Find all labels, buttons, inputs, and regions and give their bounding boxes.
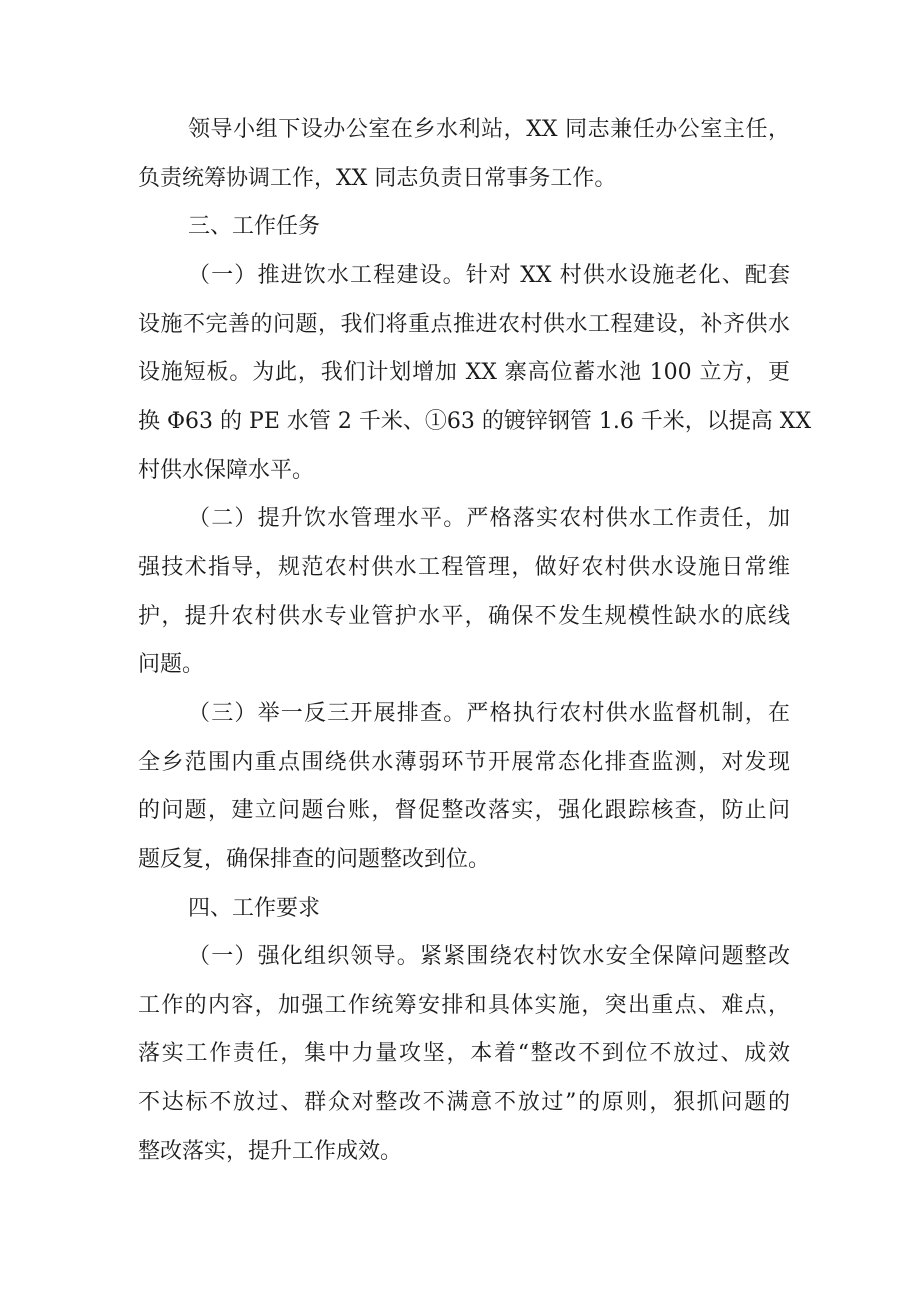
section-heading-requirements: 四、工作要求 xyxy=(188,895,321,921)
text-line: 工作的内容，加强工作统筹安排和具体实施，突出重点、难点， xyxy=(138,992,790,1018)
text-line: 题反复，确保排查的问题整改到位。 xyxy=(138,846,491,872)
paragraph-task-2 xyxy=(138,495,790,690)
text-line: （一）推进饮水工程建设。针对 XX 村供水设施老化、配套 xyxy=(188,262,790,288)
text-line: 的问题，建立问题台账，督促整改落实，强化跟踪核查，防止问 xyxy=(138,798,790,824)
text-line: 设施短板。为此，我们计划增加 XX 寨高位蓄水池 100 立方，更 xyxy=(138,360,790,386)
text-line: 护，提升农村供水专业管护水平，确保不发生规模性缺水的底线 xyxy=(138,603,790,629)
text-line: （三）举一反三开展排查。严格执行农村供水监督机制，在 xyxy=(188,700,790,726)
document-body xyxy=(138,106,812,1176)
text-line: 领导小组下设办公室在乡水利站，XX 同志兼任办公室主任， xyxy=(188,117,790,142)
text-line: 问题。 xyxy=(138,652,205,678)
text-line: 整改落实，提升工作成效。 xyxy=(138,1138,403,1164)
text-line: 换 Φ63 的 PE 水管 2 千米、①63 的镀锌钢管 1.6 千米，以提高 XX xyxy=(138,408,812,434)
section-heading-tasks: 三、工作任务 xyxy=(188,214,321,240)
text-line: （一）强化组织领导。紧紧围绕农村饮水安全保障问题整改 xyxy=(188,944,790,970)
text-line: 设施不完善的问题，我们将重点推进农村供水工程建设，补齐供水 xyxy=(138,311,790,337)
paragraph-task-1 xyxy=(138,252,812,495)
paragraph-requirement-1 xyxy=(138,933,790,1176)
text-line: 村供水保障水平。 xyxy=(138,457,315,483)
text-line: 负责统筹协调工作，XX 同志负责日常事务工作。 xyxy=(138,165,617,191)
paragraph-office xyxy=(138,106,790,203)
text-line: （二）提升饮水管理水平。严格落实农村供水工作责任，加 xyxy=(188,506,790,532)
text-line: 不达标不放过、群众对整改不满意不放过”的原则，狠抓问题的 xyxy=(138,1090,790,1116)
text-line: 落实工作责任，集中力量攻坚，本着“整改不到位不放过、成效 xyxy=(138,1041,790,1067)
paragraph-task-3 xyxy=(138,690,790,885)
text-line: 强技术指导，规范农村供水工程管理，做好农村供水设施日常维 xyxy=(138,554,790,580)
text-line: 全乡范围内重点围绕供水薄弱环节开展常态化排查监测，对发现 xyxy=(138,749,790,775)
